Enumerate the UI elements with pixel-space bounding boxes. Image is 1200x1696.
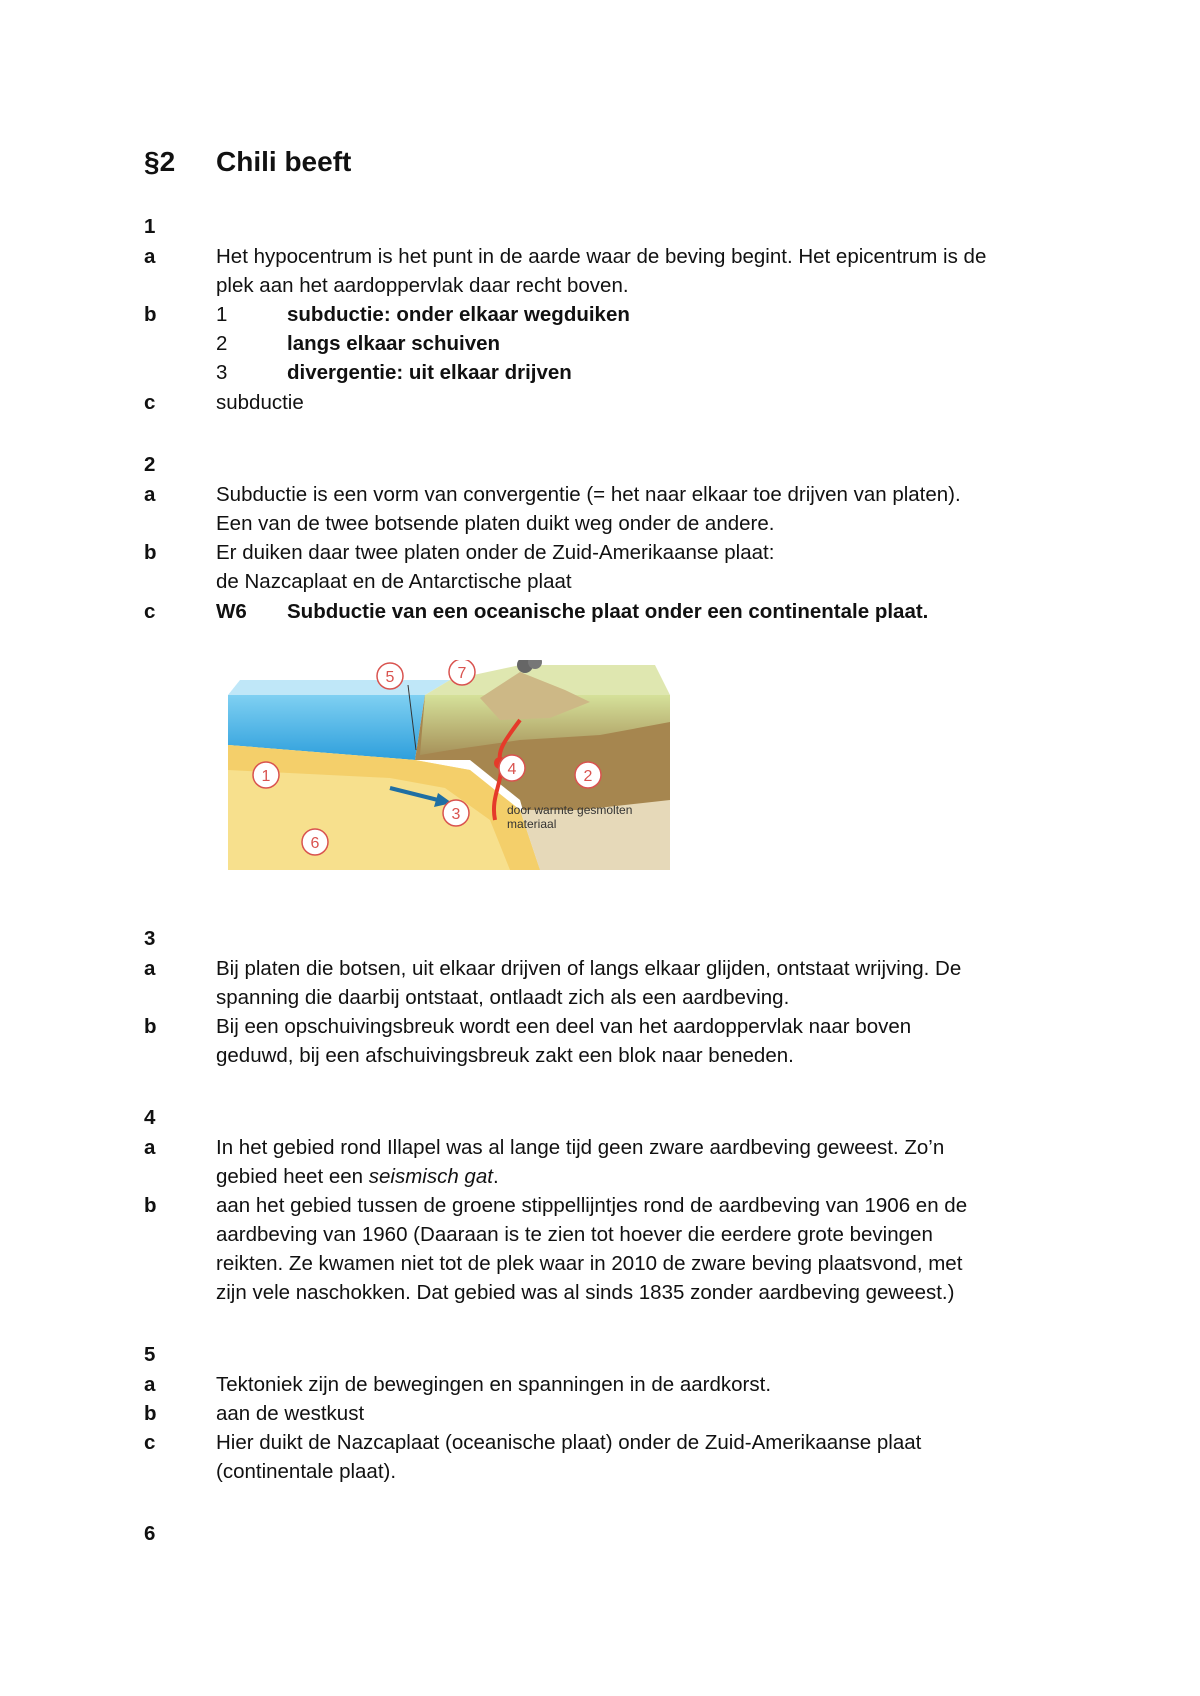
question-5-number: 5 (144, 1343, 156, 1366)
marker-4 (499, 755, 525, 781)
q2b-line-2: de Nazcaplaat en de Antarctische plaat (216, 570, 572, 593)
svg-text:7: 7 (457, 665, 467, 682)
q3a-label: a (144, 957, 156, 980)
q5c-line-1: Hier duikt de Nazcaplaat (oceanische plaat) onder de Zuid-Amerikaanse plaat (216, 1431, 922, 1454)
q3b-label: b (144, 1015, 157, 1038)
q3b-line-1: Bij een opschuivingsbreuk wordt een deel van het aardoppervlak naar boven (216, 1015, 912, 1038)
marker-3 (443, 800, 469, 826)
diagram-caption-line-2: materiaal (507, 817, 557, 831)
q2b-line-1: Er duiken daar twee platen onder de Zuid-Amerikaanse plaat: (216, 541, 775, 564)
q3a-line-1: Bij platen die botsen, uit elkaar drijven of langs elkaar glijden, ontstaat wrijving. De (216, 957, 962, 980)
q5b-text: aan de westkust (216, 1402, 365, 1425)
q4b-line-4: zijn vele naschokken. Dat gebied was al sinds 1835 zonder aardbeving geweest.) (216, 1281, 955, 1304)
q2c-code: W6 (216, 600, 247, 623)
q1b-item-1-num: 1 (216, 303, 228, 326)
question-2-number: 2 (144, 453, 156, 476)
q4a-line-2 (216, 1162, 499, 1191)
q4a-label: a (144, 1136, 156, 1159)
svg-text:2: 2 (583, 768, 593, 785)
q5a-label: a (144, 1373, 156, 1396)
q2c-text: Subductie van een oceanische plaat onder een continentale plaat. (287, 600, 929, 623)
svg-text:5: 5 (385, 669, 395, 686)
svg-text:4: 4 (507, 761, 517, 778)
q5c-label: c (144, 1431, 156, 1454)
q1b-item-2-num: 2 (216, 332, 228, 355)
q4b-line-2: aardbeving van 1960 (Daaraan is te zien tot hoever die eerdere grote bevingen (216, 1223, 933, 1246)
q2c-label: c (144, 600, 156, 623)
q2a-line-1: Subductie is een vorm van convergentie (= het naar elkaar toe drijven van platen). (216, 483, 961, 506)
question-1-number: 1 (144, 215, 156, 238)
q1a-label: a (144, 245, 156, 268)
section-number: §2 (144, 146, 176, 177)
q5c-line-2: (continentale plaat). (216, 1460, 397, 1483)
q4b-label: b (144, 1194, 157, 1217)
section-title: Chili beeft (216, 146, 352, 177)
q1a-line-1: Het hypocentrum is het punt in de aarde waar de beving begint. Het epicentrum is de (216, 245, 987, 268)
diagram-caption-line-1: door warmte gesmolten (507, 803, 633, 817)
q4a-line-2-start: gebied heet een (216, 1165, 369, 1188)
subduction-diagram (220, 660, 720, 892)
svg-text:1: 1 (261, 768, 271, 785)
marker-2 (575, 762, 601, 788)
q2a-label: a (144, 483, 156, 506)
svg-text:3: 3 (451, 806, 461, 823)
q4a-line-2-end: . (492, 1165, 499, 1188)
q1b-item-2-text: langs elkaar schuiven (287, 332, 501, 355)
q1b-item-1-text: subductie: onder elkaar wegduiken (287, 303, 630, 326)
marker-6 (302, 829, 328, 855)
q1a-line-2: plek aan het aardoppervlak daar recht boven. (216, 274, 629, 297)
q4b-line-3: reikten. Ze kwamen niet tot de plek waar in 2010 de zware beving plaatsvond, met (216, 1252, 963, 1275)
q3a-line-2: spanning die daarbij ontstaat, ontlaadt zich als een aardbeving. (216, 986, 790, 1009)
marker-7 (449, 660, 475, 685)
q2b-label: b (144, 541, 157, 564)
question-3-number: 3 (144, 927, 156, 950)
q2a-line-2: Een van de twee botsende platen duikt weg onder de andere. (216, 512, 775, 535)
q5a-text: Tektoniek zijn de bewegingen en spanningen in de aardkorst. (216, 1373, 772, 1396)
marker-1 (253, 762, 279, 788)
q4a-line-1: In het gebied rond Illapel was al lange tijd geen zware aardbeving geweest. Zo’n (216, 1136, 945, 1159)
q4a-term-seismisch-gat: seismisch gat (368, 1165, 493, 1188)
marker-5 (377, 663, 403, 689)
q1b-item-3-num: 3 (216, 361, 228, 384)
ocean-surface (228, 680, 450, 695)
question-4-number: 4 (144, 1106, 156, 1129)
q1c-text: subductie (216, 391, 304, 414)
q3b-line-2: geduwd, bij een afschuivingsbreuk zakt een blok naar beneden. (216, 1044, 794, 1067)
q1c-label: c (144, 391, 156, 414)
q1b-label: b (144, 303, 157, 326)
q5b-label: b (144, 1402, 157, 1425)
q1b-item-3-text: divergentie: uit elkaar drijven (287, 361, 572, 384)
q4b-line-1: aan het gebied tussen de groene stippellijntjes rond de aardbeving van 1906 en de (216, 1194, 968, 1217)
svg-text:6: 6 (310, 835, 320, 852)
question-6-number: 6 (144, 1522, 156, 1545)
